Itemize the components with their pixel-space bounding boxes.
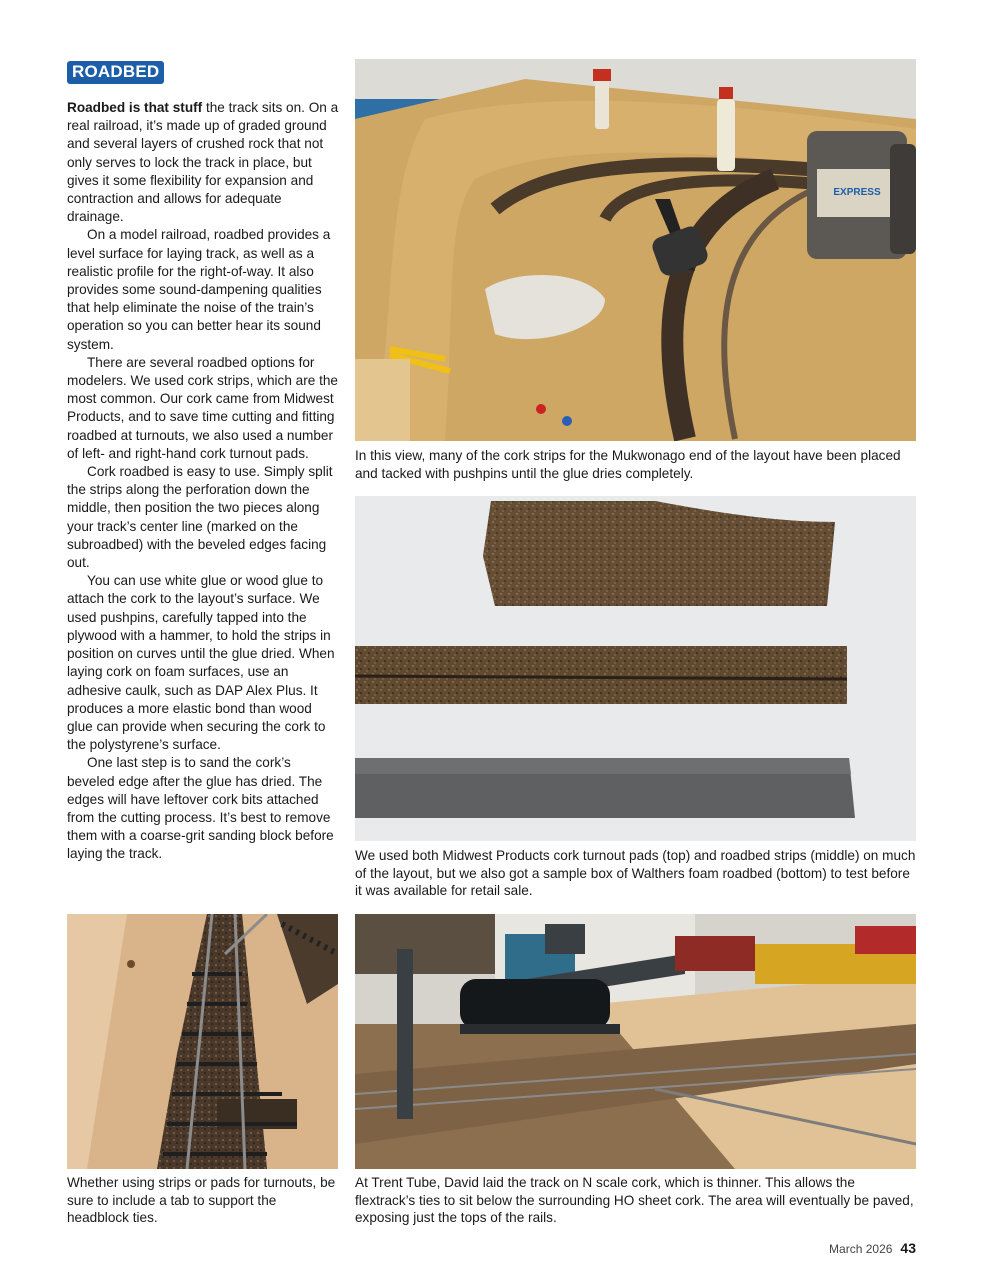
paragraph-text: the track sits on. On a real railroad, it’s made up of graded ground and several layers of crushed rock that not only serves to lock the track in place, but gives it some flexibility for expansion and contraction and allows for adequate drainage. [67, 100, 339, 225]
photo-turnout-tab [67, 914, 338, 1169]
photo-trent-tube [355, 914, 916, 1169]
jar-label: EXPRESS [833, 187, 881, 198]
page-footer [829, 1240, 916, 1256]
article-body [67, 99, 339, 864]
page-number: 43 [900, 1240, 916, 1256]
caption-photo4: At Trent Tube, David laid the track on N scale cork, which is thinner. This allows the flextrack’s ties to sit below the surrounding HO sheet cork. The area will eventually be paved, exposing just the tops of the rails. [355, 1175, 914, 1225]
caption-photo1: In this view, many of the cork strips for the Mukwonago end of the layout have been placed and tacked with pushpins until the glue dries completely. [355, 448, 901, 481]
article-paragraph: Cork roadbed is easy to use. Simply split the strips along the perforation down the middle, then position the two pieces along your track’s center line (marked on the subroadbed) with the beveled edges facing out. [67, 464, 333, 571]
caption-photo2: We used both Midwest Products cork turnout pads (top) and roadbed strips (middle) on much of the layout, but we also got a sample box of Walthers foam roadbed (bottom) to test before it was available for retail sale. [355, 848, 916, 898]
caption-photo3: Whether using strips or pads for turnouts, be sure to include a tab to support the headblock ties. [67, 1175, 336, 1225]
issue-date: March 2026 [829, 1242, 893, 1256]
article-paragraph: You can use white glue or wood glue to attach the cork to the layout’s surface. We used pushpins, carefully tapped into the plywood with a hammer, to hold the strips in position on curves until the glue dried. When laying cork on foam surfaces, use an adhesive caulk, such as DAP Alex Plus. It produces a more elastic bond than wood glue can provide when securing the cork to the polystyrene’s surface. [67, 573, 335, 753]
photo-roadbed-samples [355, 496, 916, 841]
article-paragraph: On a model railroad, roadbed provides a level surface for laying track, as well as a realistic profile for the right-of-way. It also provides some sound-dampening qualities that help eliminate the noise of the train’s operation so you can better hear its sound system. [67, 227, 331, 352]
article-paragraph: One last step is to sand the cork’s beveled edge after the glue has dried. The edges will have leftover cork bits attached from the cutting process. It’s best to remove them with a coarse-grit sanding block before laying the track. [67, 755, 334, 862]
article-paragraph [67, 99, 339, 226]
article-paragraph: There are several roadbed options for modelers. We used cork strips, which are the most common. Our cork came from Midwest Products, and to save time cutting and fitting roadbed at turnouts, we also used a number of left- and right-hand cork turnout pads. [67, 354, 338, 461]
lead-in: Roadbed is that stuff [67, 100, 203, 115]
section-label: ROADBED [67, 61, 164, 84]
photo-layout-cork-strips [355, 59, 916, 441]
